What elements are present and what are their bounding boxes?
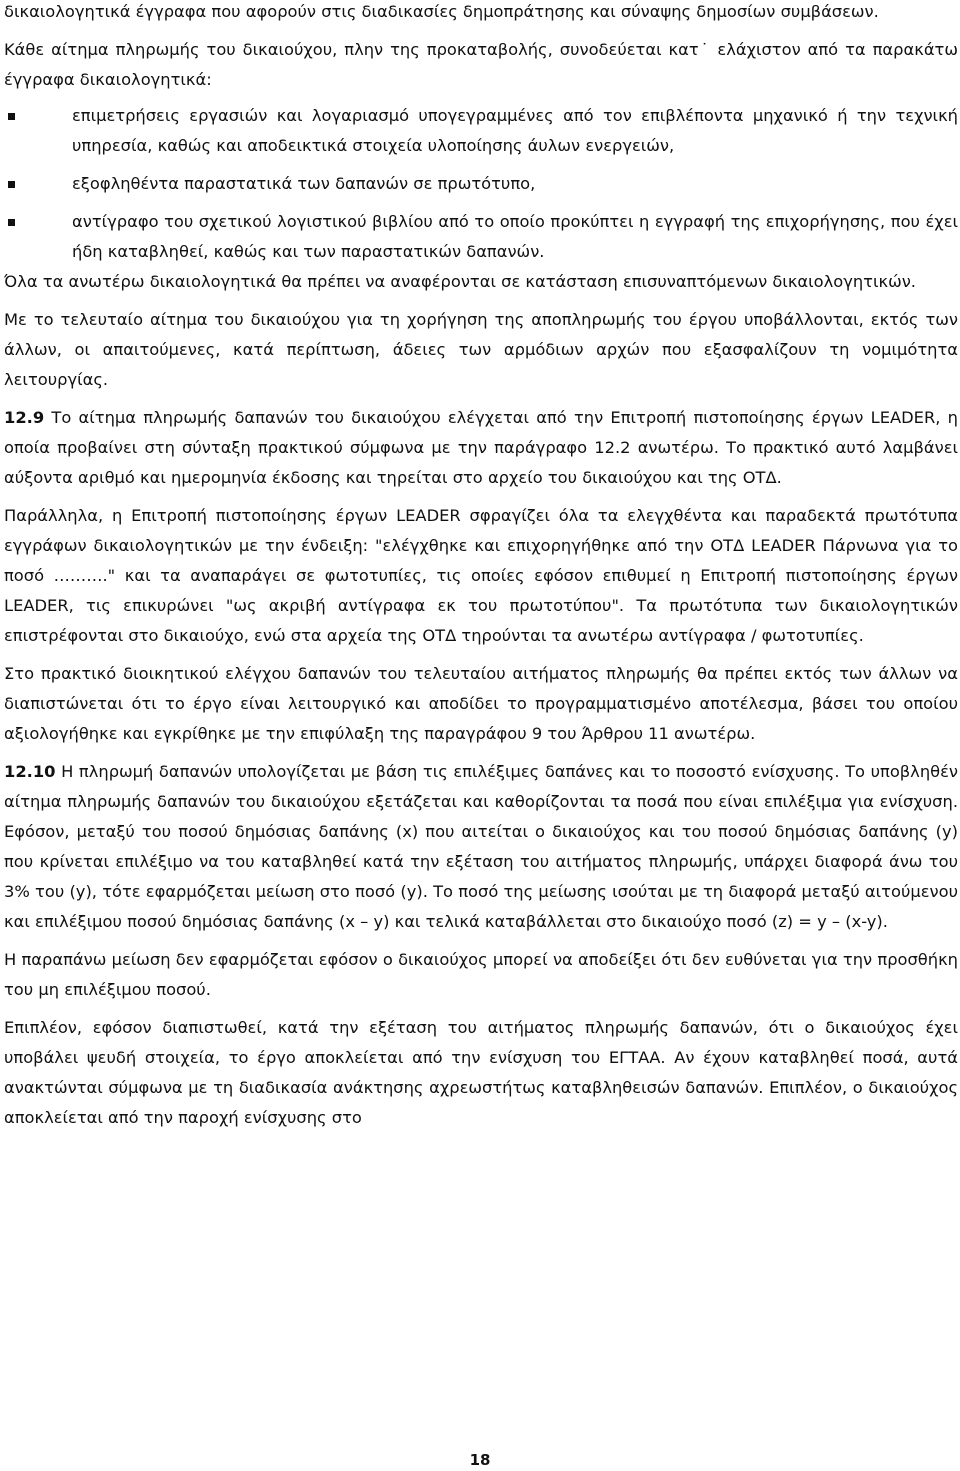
- square-bullet-icon: [8, 219, 15, 226]
- paragraph-stamping: Παράλληλα, η Επιτροπή πιστοποίησης έργων LEADER σφραγίζει όλα τα ελεγχθέντα και παραδεκτά πρωτότυπα εγγράφων δικαιολογητικών με την ένδειξη: "ελέγχθηκε και επιχορηγήθηκε από την ΟΤΔ LEADER Πάρνωνα για το ποσό ………." και τα αναπαράγει σε φωτοτυπίες, τις οποίες εφόσον επιθυμεί η Επιτροπή πιστοποίησης έργων LEADER, τις επικυρώνει "ως ακριβή αντίγραφα εκ του πρωτοτύπου". Τα πρωτότυπα των δικαιολογητικών επιστρέφονται στο δικαιούχο, ενώ στα αρχεία της ΟΤΔ τηρούνται τα ανωτέρω αντίγραφα / φωτοτυπίες.: [4, 506, 958, 645]
- section-number: 12.10: [4, 762, 56, 781]
- list-item: [4, 101, 958, 161]
- list-item: [4, 169, 958, 199]
- section-text: Η πληρωμή δαπανών υπολογίζεται με βάση τις επιλέξιμες δαπάνες και το ποσοστό ενίσχυσης. Το υποβληθέν αίτημα πληρωμής δαπανών του δικαιούχου εξετάζεται και καθορίζονται τα ποσά που είναι επιλέξιμα για ενίσχυση. Εφόσον, μεταξύ του ποσού δημόσιας δαπάνης (x) που αιτείται ο δικαιούχος και του ποσού δημόσιας δαπάνης (y) που κρίνεται επιλέξιμο να του καταβληθεί κατά την εξέταση του αιτήματος πληρωμής, υπάρχει διαφορά άνω του 3% του (y), τότε εφαρμόζεται μείωση στο ποσό (y). Το ποσό της μείωσης ισούται με τη διαφορά μεταξύ αιτούμενου και επιλέξιμου ποσού δημόσιας δαπάνης (x – y) και τελικά καταβάλλεται στο δικαιούχο ποσό (z) = y – (x-y).: [4, 762, 958, 931]
- paragraph-payment-request: Κάθε αίτημα πληρωμής του δικαιούχου, πλην της προκαταβολής, συνοδεύεται κατ˙ ελάχιστον από τα παρακάτω έγγραφα δικαιολογητικά:: [4, 40, 958, 89]
- paragraph-intro-end: δικαιολογητικά έγγραφα που αφορούν στις διαδικασίες δημοπράτησης και σύναψης δημοσίων συμβάσεων.: [4, 2, 879, 21]
- paragraph-admin-check: Στο πρακτικό διοικητικού ελέγχου δαπανών του τελευταίου αιτήματος πληρωμής θα πρέπει εκτός των άλλων να διαπιστώνεται ότι το έργο είναι λειτουργικό και αποδίδει το προγραμματισμένο αποτέλεσμα, βάσει του οποίου αξιολογήθηκε και εγκρίθηκε με την επιφύλαξη της παραγράφου 9 του Άρθρου 11 ανωτέρω.: [4, 664, 958, 743]
- paragraph-final-request: Με το τελευταίο αίτημα του δικαιούχου για τη χορήγηση της αποπληρωμής του έργου υποβάλλονται, εκτός των άλλων, οι απαιτούμενες, κατά περίπτωση, άδειες των αρμόδιων αρχών που εξασφαλίζουν τη νομιμότητα λειτουργίας.: [4, 310, 958, 389]
- page-number: 18: [469, 1451, 491, 1469]
- paragraph-false-data: Επιπλέον, εφόσον διαπιστωθεί, κατά την εξέταση του αιτήματος πληρωμής δαπανών, ότι ο δικαιούχος έχει υποβάλει ψευδή στοιχεία, το έργο αποκλείεται από την ενίσχυση του ΕΓΤΑΑ. Αν έχουν καταβληθεί ποσά, αυτά ανακτώνται σύμφωνα με τη διαδικασία ανάκτησης αχρεωστήτως καταβληθεισών δαπανών. Επιπλέον, ο δικαιούχος αποκλείεται από την παροχή ενίσχυσης στο: [4, 1018, 958, 1127]
- section-12-10: [4, 757, 958, 937]
- section-12-9: [4, 403, 958, 493]
- list-item-text: επιμετρήσεις εργασιών και λογαριασμό υπογεγραμμένες από τον επιβλέποντα μηχανικό ή την τεχνική υπηρεσία, καθώς και αποδεικτικά στοιχεία υλοποίησης άυλων ενεργειών,: [72, 106, 958, 155]
- paragraph-reduction-exception: Η παραπάνω μείωση δεν εφαρμόζεται εφόσον ο δικαιούχος μπορεί να αποδείξει ότι δεν ευθύνεται για την προσθήκη του μη επιλέξιμου ποσού.: [4, 950, 958, 999]
- square-bullet-icon: [8, 113, 15, 120]
- list-item-text: εξοφληθέντα παραστατικά των δαπανών σε πρωτότυπο,: [72, 174, 536, 193]
- square-bullet-icon: [8, 181, 15, 188]
- section-number: 12.9: [4, 408, 45, 427]
- section-text: Το αίτημα πληρωμής δαπανών του δικαιούχου ελέγχεται από την Επιτροπή πιστοποίησης έργων LEADER, η οποία προβαίνει στη σύνταξη πρακτικού σύμφωνα με την παράγραφο 12.2 ανωτέρω. Το πρακτικό αυτό λαμβάνει αύξοντα αριθμό και ημερομηνία έκδοσης και τηρείται στο αρχείο του δικαιούχου και της ΟΤΔ.: [4, 408, 958, 487]
- required-documents-list: [4, 101, 958, 267]
- list-item: [4, 207, 958, 267]
- list-item-text: αντίγραφο του σχετικού λογιστικού βιβλίου από το οποίο προκύπτει η εγγραφή της επιχορήγησης, που έχει ήδη καταβληθεί, καθώς και των παραστατικών δαπανών.: [72, 212, 958, 261]
- paragraph-attachments: Όλα τα ανωτέρω δικαιολογητικά θα πρέπει να αναφέρονται σε κατάσταση επισυναπτόμενων δικαιολογητικών.: [4, 272, 916, 291]
